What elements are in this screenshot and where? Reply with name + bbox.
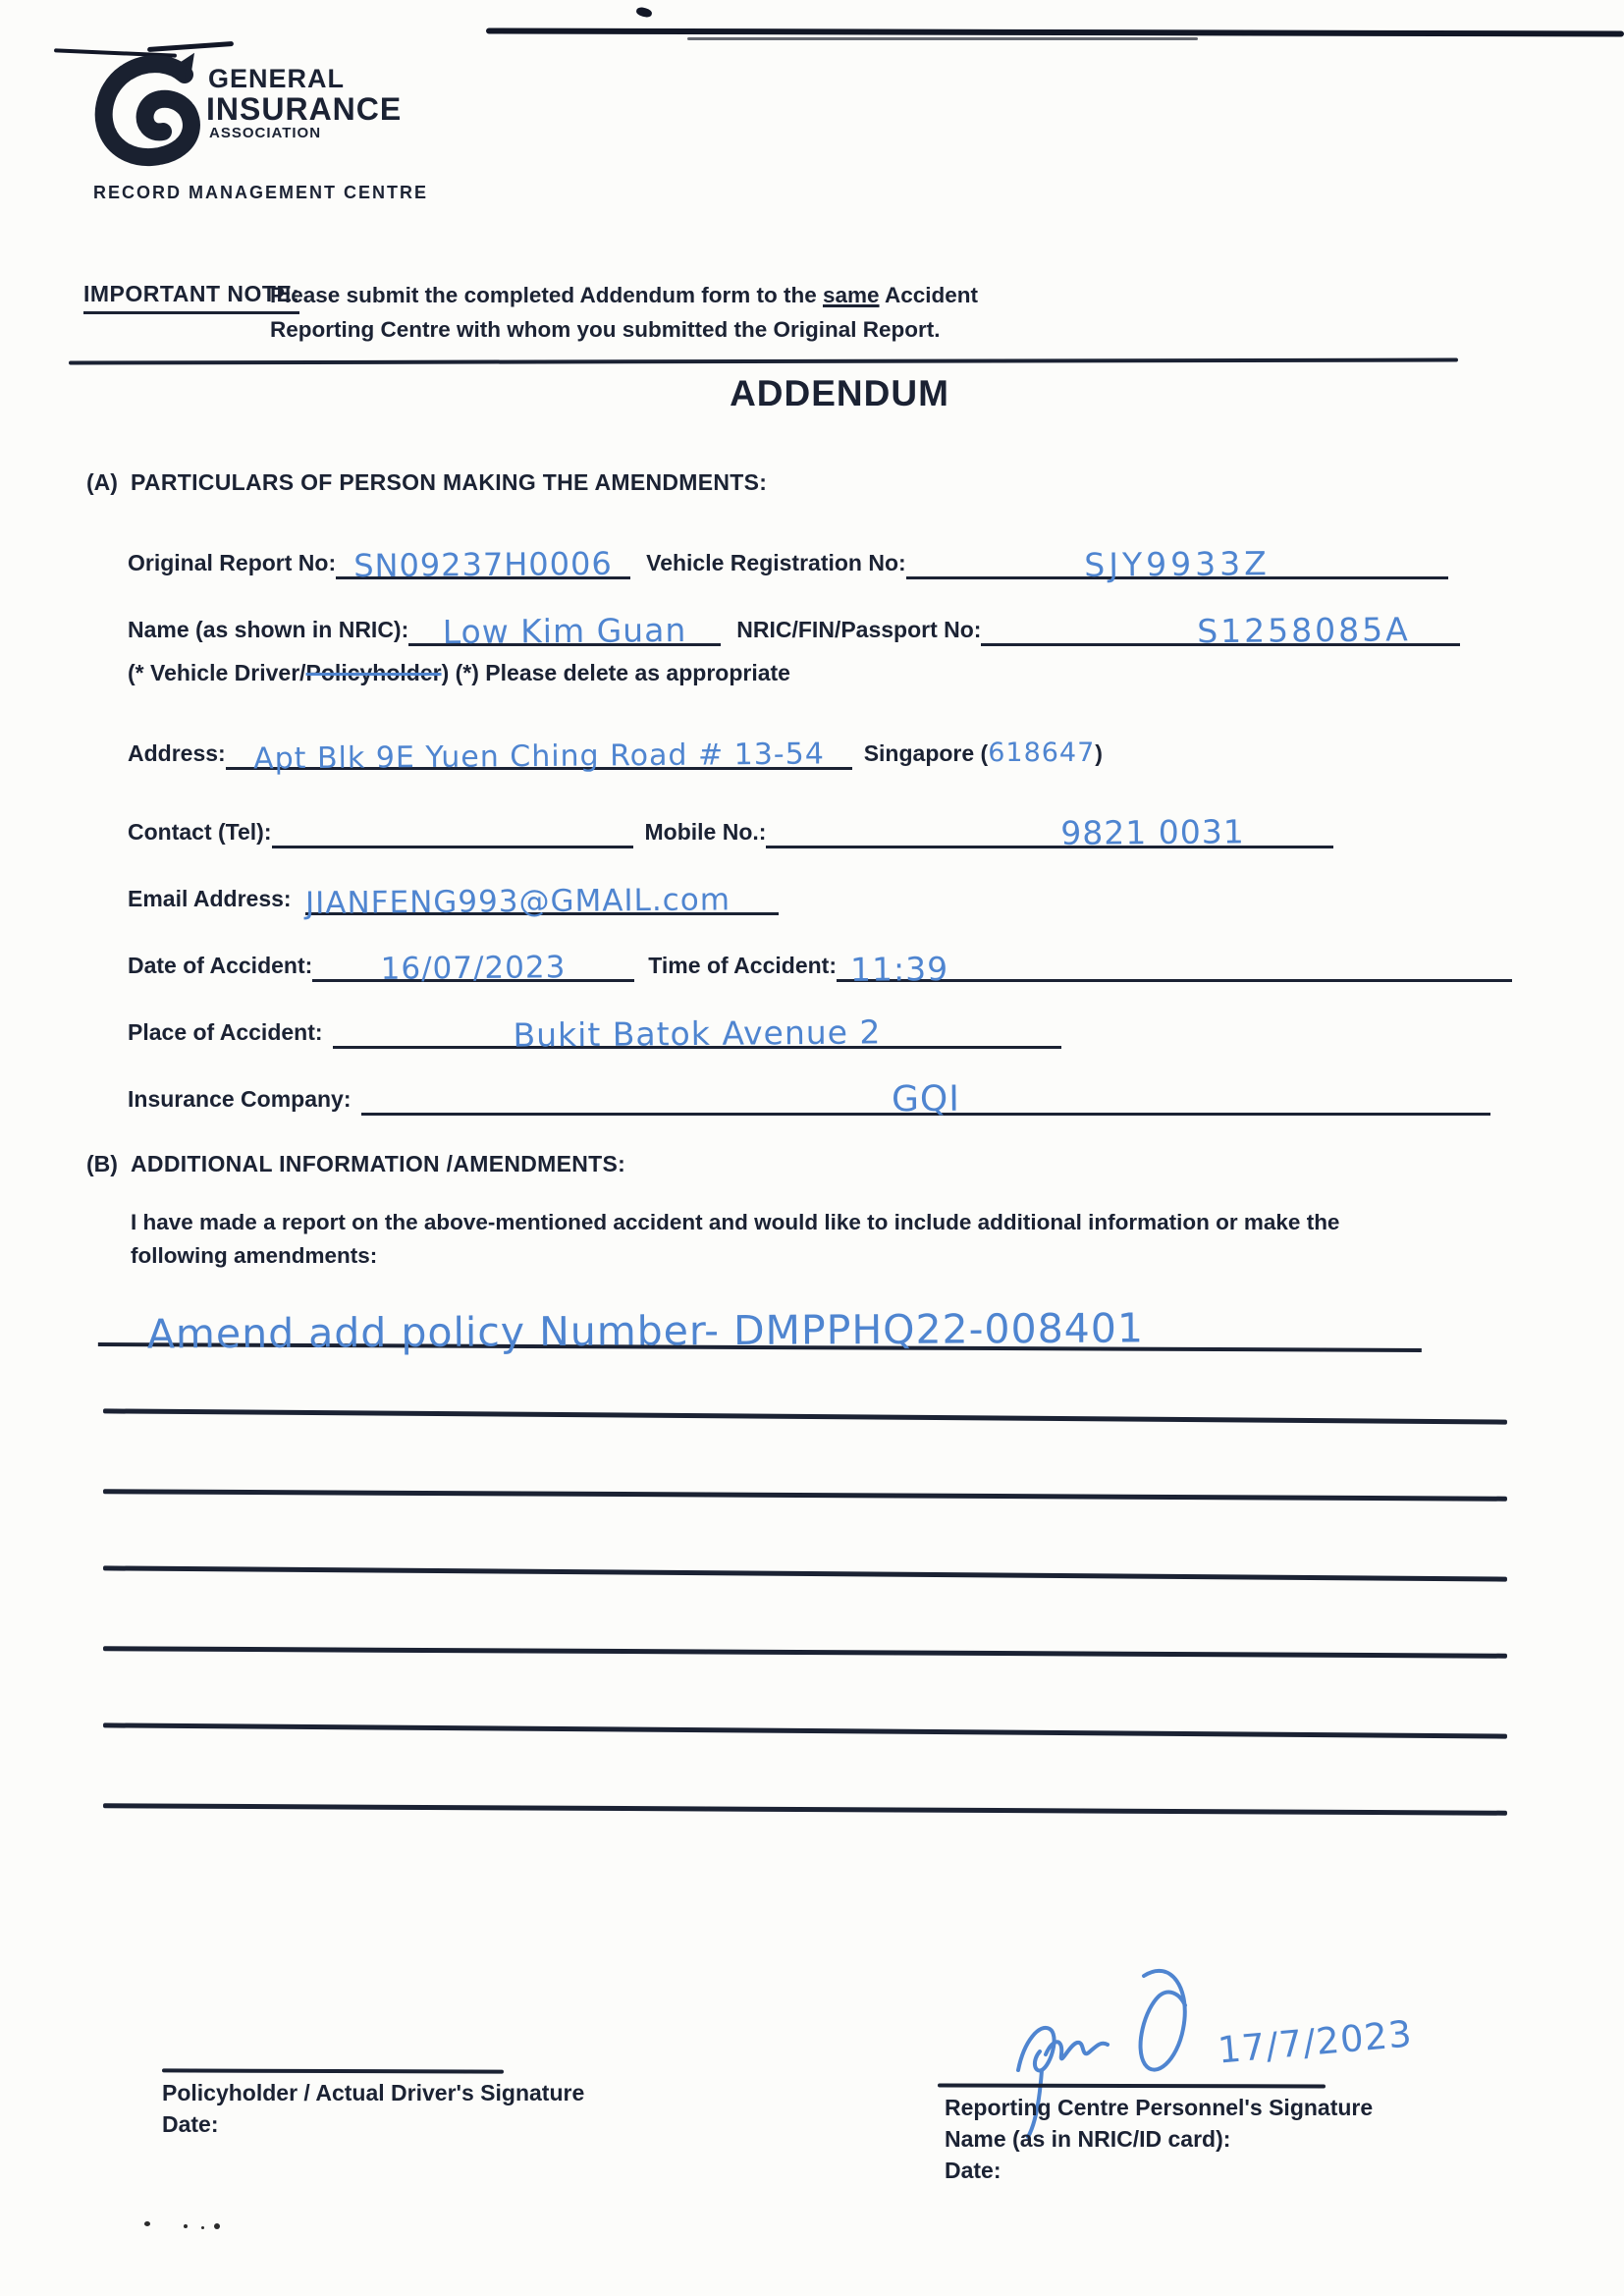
section-b-intro: I have made a report on the above-mentioned accident and would like to include additional information or make the following amendments:	[131, 1210, 1340, 1268]
original-report-no-field	[336, 533, 630, 585]
row-place	[128, 998, 1061, 1055]
blank-line	[103, 1803, 1507, 1815]
nric-label: NRIC/FIN/Passport No:	[736, 617, 982, 642]
scan-artifact	[635, 6, 653, 19]
policyholder-signature-line	[162, 2068, 504, 2073]
row-address	[128, 719, 1103, 777]
row-insurance	[128, 1065, 1490, 1121]
delete-note-part1: (* Vehicle Driver/	[128, 660, 306, 685]
blank-line	[103, 1489, 1507, 1501]
name-label: Name (as shown in NRIC):	[128, 617, 409, 642]
email-field	[304, 869, 779, 922]
note-before: Please submit the completed Addendum form to the	[270, 283, 823, 307]
nric-field	[981, 600, 1460, 651]
amendment-text: Amend add policy Number- DMPPHQ22-008401	[146, 1304, 1145, 1358]
logo-text-association: ASSOCIATION	[209, 125, 322, 141]
mobile-no-field	[766, 802, 1333, 852]
page-title: ADDENDUM	[730, 373, 949, 413]
singapore-label: Singapore (	[863, 740, 989, 766]
section-a-heading: PARTICULARS OF PERSON MAKING THE AMENDMENTS:	[131, 469, 768, 495]
insurance-company-field	[361, 1069, 1490, 1121]
mobile-no-label: Mobile No.:	[644, 819, 767, 845]
blank-line	[103, 1722, 1507, 1738]
scan-artifact	[687, 37, 1198, 40]
personnel-date-label: Date:	[945, 2158, 1001, 2183]
row-name-nric	[128, 595, 1460, 652]
vehicle-reg-no-label: Vehicle Registration No:	[646, 550, 906, 575]
time-of-accident-value: 11:39	[849, 950, 949, 989]
blank-line	[103, 1646, 1507, 1658]
gia-logo	[88, 51, 540, 208]
date-of-accident-value: 16/07/2023	[380, 950, 567, 987]
policyholder-signature-label: Policyholder / Actual Driver's Signature	[162, 2080, 585, 2105]
scan-speck	[201, 2226, 204, 2229]
scan-speck	[184, 2224, 188, 2228]
delete-note-struck: Policyholder	[305, 660, 442, 685]
date-of-accident-field	[312, 936, 634, 987]
amendment-line	[98, 1270, 1422, 1358]
blank-lines	[103, 1414, 1507, 1895]
original-report-no-label: Original Report No:	[128, 550, 337, 575]
address-field	[226, 724, 852, 777]
personnel-signature-date: 17/7/2023	[1216, 2012, 1415, 2072]
contact-tel-label: Contact (Tel):	[128, 819, 272, 845]
logo-text-insurance: INSURANCE	[206, 91, 403, 127]
section-a-prefix: (A)	[86, 469, 118, 495]
address-label: Address:	[128, 740, 226, 766]
section-b-heading: ADDITIONAL INFORMATION /AMENDMENTS:	[131, 1151, 626, 1176]
logo-caption: RECORD MANAGEMENT CENTRE	[93, 183, 429, 202]
mobile-no-value: 9821 0031	[1060, 812, 1246, 852]
insurance-company-value: GQI	[891, 1078, 960, 1121]
place-of-accident-value: Bukit Batok Avenue 2	[512, 1012, 882, 1055]
scan-speck	[214, 2223, 220, 2229]
personnel-name-label: Name (as in NRIC/ID card):	[945, 2126, 1231, 2152]
nric-value: S1258085A	[1197, 610, 1412, 651]
postal-code-value: 618647	[988, 738, 1096, 768]
section-b-prefix: (B)	[86, 1151, 118, 1176]
logo-text-general: GENERAL	[208, 64, 346, 93]
policyholder-date-label: Date:	[162, 2111, 219, 2137]
time-of-accident-label: Time of Accident:	[648, 953, 837, 978]
row-date-time	[128, 931, 1512, 989]
important-note-label: IMPORTANT NOTE:	[83, 281, 299, 314]
divider-rule	[69, 358, 1458, 365]
scan-artifact	[486, 27, 1624, 36]
blank-line	[103, 1565, 1507, 1581]
row-contact-mobile	[128, 797, 1333, 852]
vehicle-reg-no-field	[906, 533, 1448, 584]
insurance-company-label: Insurance Company:	[128, 1086, 352, 1112]
personnel-signature-label: Reporting Centre Personnel's Signature	[945, 2095, 1374, 2120]
blank-line	[103, 1408, 1507, 1424]
original-report-no-value: SN09237H0006	[353, 544, 614, 585]
important-note-text	[270, 278, 1026, 347]
scan-speck	[144, 2221, 150, 2226]
delete-note	[128, 660, 790, 686]
date-of-accident-label: Date of Accident:	[128, 953, 313, 978]
place-of-accident-label: Place of Accident:	[128, 1019, 323, 1045]
singapore-close-paren: )	[1095, 740, 1103, 766]
address-value: Apt Blk 9E Yuen Ching Road # 13-54	[252, 737, 825, 777]
email-value: JIANFENG993@GMAIL.com	[304, 882, 731, 922]
place-of-accident-field	[333, 1003, 1061, 1055]
name-field	[408, 600, 721, 652]
time-of-accident-field	[837, 936, 1512, 989]
email-label: Email Address:	[128, 886, 292, 911]
note-after: Accident Reporting Centre with whom you submitted the Original Report.	[270, 283, 978, 342]
delete-note-part2: ) (*) Please delete as appropriate	[441, 660, 790, 685]
row-email	[128, 864, 779, 922]
name-value: Low Kim Guan	[442, 610, 687, 652]
contact-tel-value	[272, 850, 633, 853]
row-report-vehicle	[128, 528, 1448, 585]
vehicle-reg-no-value: SJY9933Z	[1083, 544, 1271, 584]
contact-tel-field	[272, 802, 633, 848]
personnel-signature-line	[938, 2083, 1326, 2088]
note-underlined-word: same	[822, 283, 880, 307]
